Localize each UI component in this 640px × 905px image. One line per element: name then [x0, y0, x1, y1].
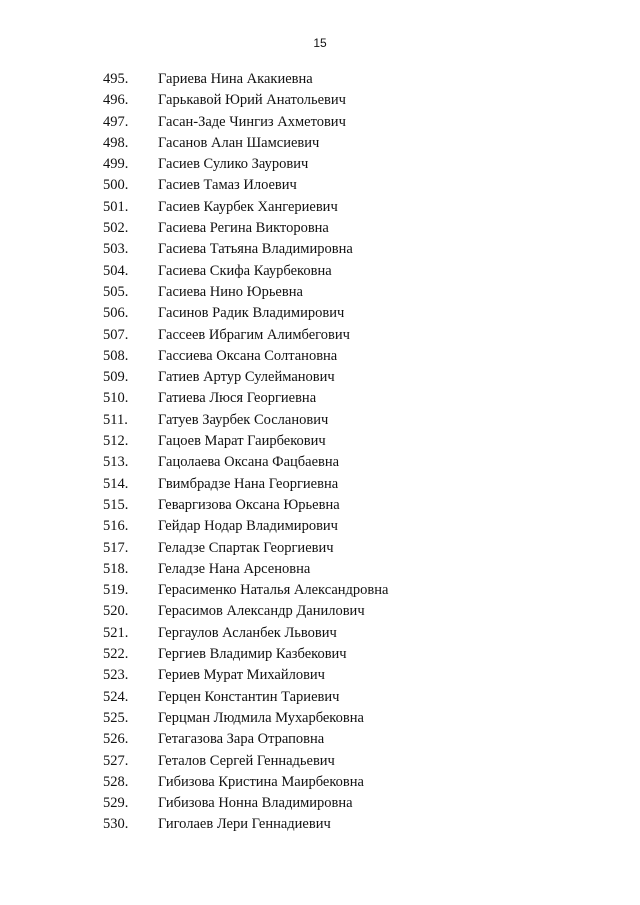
- list-item: [0, 516, 640, 537]
- list-item: [0, 814, 640, 835]
- entry-name: Герасименко Наталья Александровна: [158, 582, 389, 599]
- entry-name: Геладзе Нана Арсеновна: [158, 560, 311, 577]
- entry-name: Гатиев Артур Сулейманович: [158, 369, 335, 386]
- entry-name: Гасиева Регина Викторовна: [158, 220, 329, 237]
- entry-number: 500.: [103, 177, 129, 194]
- entry-name: Гацолаева Оксана Фацбаевна: [158, 454, 340, 471]
- entry-name: Гвимбрадзе Нана Георгиевна: [158, 475, 339, 492]
- entry-number: 498.: [103, 134, 129, 151]
- entry-number: 507.: [103, 326, 129, 343]
- entry-name: Гасинов Радик Владимирович: [158, 305, 345, 322]
- entry-name: Геладзе Спартак Георгиевич: [158, 539, 334, 556]
- entry-name: Гетагазова Зара Отраповна: [158, 731, 325, 748]
- entry-name: Гассеев Ибрагим Алимбегович: [158, 326, 350, 343]
- entry-number: 508.: [103, 347, 129, 364]
- entry-name: Герцман Людмила Мухарбековна: [158, 709, 364, 726]
- entry-number: 497.: [103, 113, 129, 130]
- entry-number: 501.: [103, 198, 129, 215]
- list-item: [0, 431, 640, 452]
- entry-name: Гериев Мурат Михайлович: [158, 667, 325, 684]
- entry-number: 524.: [103, 688, 129, 705]
- entry-number: 520.: [103, 603, 129, 620]
- list-item: [0, 133, 640, 154]
- entry-name: Гергиев Владимир Казбекович: [158, 646, 347, 663]
- entry-name: Герцен Константин Тариевич: [158, 688, 340, 705]
- entry-name: Гарькавой Юрий Анатольевич: [158, 92, 346, 109]
- entry-name: Гибизова Нонна Владимировна: [158, 795, 353, 812]
- list-item: [0, 623, 640, 644]
- entry-number: 522.: [103, 646, 129, 663]
- entry-name: Гейдар Нодар Владимирович: [158, 518, 338, 535]
- list-item: [0, 410, 640, 431]
- list-item: [0, 495, 640, 516]
- list-item: [0, 175, 640, 196]
- list-item: [0, 325, 640, 346]
- entry-name: Гатуев Заурбек Сосланович: [158, 411, 329, 428]
- list-item: [0, 154, 640, 175]
- list-item: [0, 452, 640, 473]
- entry-name: Гасан-Заде Чингиз Ахметович: [158, 113, 346, 130]
- list-item: [0, 601, 640, 622]
- name-list: [0, 69, 640, 836]
- entry-number: 496.: [103, 92, 129, 109]
- list-item: [0, 665, 640, 686]
- entry-number: 505.: [103, 283, 129, 300]
- entry-name: Гариева Нина Акакиевна: [158, 71, 313, 87]
- list-item: [0, 793, 640, 814]
- entry-name: Гассиева Оксана Солтановна: [158, 347, 338, 364]
- list-item: [0, 303, 640, 324]
- list-item: [0, 282, 640, 303]
- entry-number: 529.: [103, 795, 129, 812]
- entry-name: Гацоев Марат Гаирбекович: [158, 433, 326, 450]
- list-item: [0, 112, 640, 133]
- entry-number: 516.: [103, 518, 129, 535]
- entry-name: Герасимов Александр Данилович: [158, 603, 365, 620]
- list-item: [0, 90, 640, 111]
- entry-number: 523.: [103, 667, 129, 684]
- list-item: [0, 559, 640, 580]
- entry-number: 526.: [103, 731, 129, 748]
- entry-number: 514.: [103, 475, 129, 492]
- entry-name: Гасиев Тамаз Илоевич: [158, 177, 297, 194]
- entry-number: 510.: [103, 390, 129, 407]
- list-item: [0, 261, 640, 282]
- entry-name: Гасиев Сулико Заурович: [158, 156, 309, 173]
- entry-name: Гатиева Люся Георгиевна: [158, 390, 317, 407]
- entry-name: Гибизова Кристина Маирбековна: [158, 773, 364, 790]
- list-item: [0, 772, 640, 793]
- entry-number: 495.: [103, 71, 129, 87]
- entry-number: 525.: [103, 709, 129, 726]
- list-item: [0, 538, 640, 559]
- entry-number: 511.: [103, 411, 128, 428]
- entry-name: Гергаулов Асланбек Львович: [158, 624, 337, 641]
- entry-number: 528.: [103, 773, 129, 790]
- entry-number: 512.: [103, 433, 129, 450]
- entry-number: 503.: [103, 241, 129, 258]
- list-item: [0, 388, 640, 409]
- list-item: [0, 751, 640, 772]
- entry-number: 527.: [103, 752, 129, 769]
- list-item: [0, 346, 640, 367]
- list-item: [0, 474, 640, 495]
- entry-number: 521.: [103, 624, 129, 641]
- entry-number: 499.: [103, 156, 129, 173]
- entry-number: 517.: [103, 539, 129, 556]
- entry-number: 502.: [103, 220, 129, 237]
- list-item: [0, 239, 640, 260]
- entry-number: 513.: [103, 454, 129, 471]
- list-item: [0, 69, 640, 90]
- list-item: [0, 367, 640, 388]
- entry-number: 504.: [103, 262, 129, 279]
- list-item: [0, 708, 640, 729]
- entry-number: 506.: [103, 305, 129, 322]
- entry-name: Гасиева Скифа Каурбековна: [158, 262, 332, 279]
- entry-name: Геваргизова Оксана Юрьевна: [158, 496, 340, 513]
- list-item: [0, 729, 640, 750]
- list-item: [0, 687, 640, 708]
- entry-number: 519.: [103, 582, 129, 599]
- list-item: [0, 218, 640, 239]
- entry-name: Геталов Сергей Геннадьевич: [158, 752, 335, 769]
- entry-number: 509.: [103, 369, 129, 386]
- entry-number: 530.: [103, 816, 129, 833]
- entry-name: Гасанов Алан Шамсиевич: [158, 134, 320, 151]
- list-item: [0, 644, 640, 665]
- page-number: 15: [313, 36, 327, 50]
- entry-name: Гасиева Татьяна Владимировна: [158, 241, 353, 258]
- entry-name: Гасиев Каурбек Хангериевич: [158, 198, 338, 215]
- list-item: [0, 197, 640, 218]
- entry-number: 515.: [103, 496, 129, 513]
- entry-name: Гасиева Нино Юрьевна: [158, 283, 303, 300]
- entry-name: Гиголаев Лери Геннадиевич: [158, 816, 331, 833]
- list-item: [0, 580, 640, 601]
- entry-number: 518.: [103, 560, 129, 577]
